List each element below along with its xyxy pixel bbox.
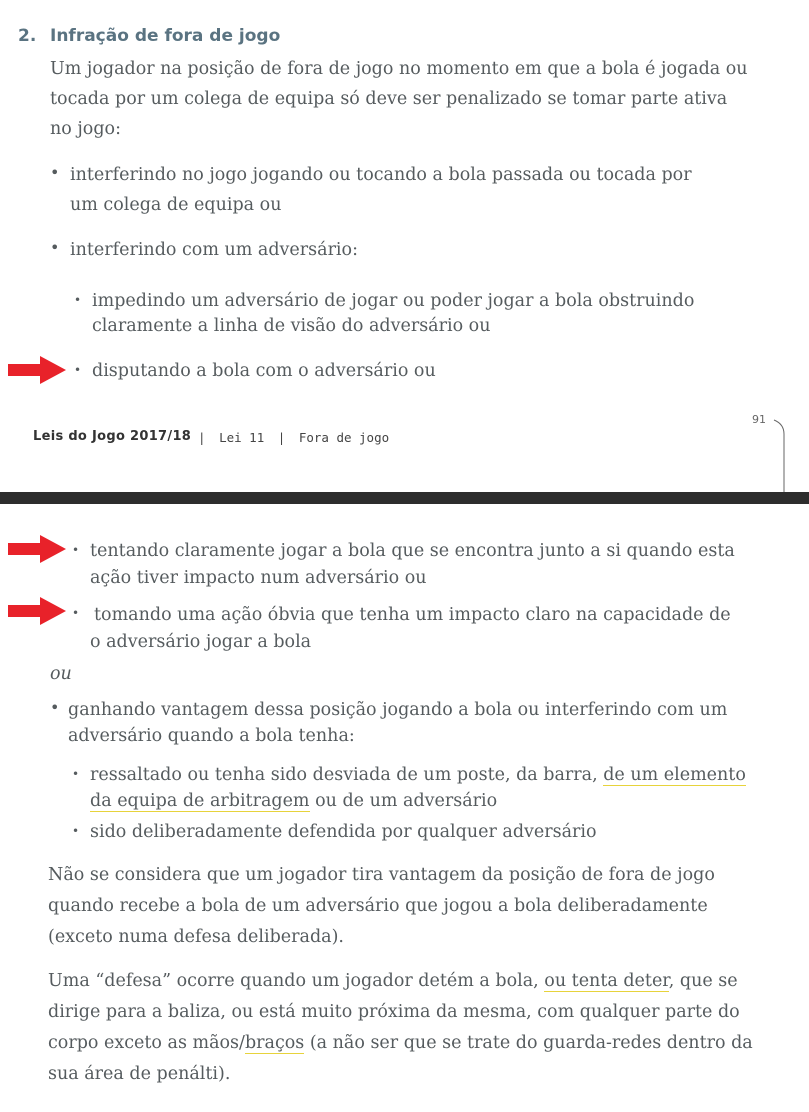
- page-number: 91: [752, 413, 766, 426]
- text-span: corpo exceto as mãos/: [48, 1033, 245, 1053]
- red-arrow-icon: [8, 596, 68, 626]
- section-number: 2.: [18, 26, 37, 46]
- footer-law: Lei 11: [219, 430, 265, 445]
- sub-bullet-3-line-1: tentando claramente jogar a bola que se encontra junto a si quando esta: [90, 541, 735, 561]
- footer-separator: |: [198, 430, 206, 445]
- footer-breadcrumb: [198, 430, 389, 445]
- sub-bullet-6-line-1: sido deliberadamente defendida por qualquer adversário: [90, 822, 597, 842]
- sub-bullet-3-line-2: ação tiver impacto num adversário ou: [90, 568, 427, 588]
- bullet-marker: •: [50, 163, 60, 182]
- section-title: Infração de fora de jogo: [50, 26, 281, 46]
- sub-bullet-4-line-1: tomando uma ação óbvia que tenha um impacto claro na capacidade de: [94, 605, 731, 625]
- sub-bullet-marker: •: [74, 293, 82, 307]
- footer-separator: |: [277, 430, 286, 445]
- bullet-advantage-line-1: ganhando vantagem dessa posição jogando a bola ou interferindo com um: [68, 700, 728, 720]
- footer-section: Fora de jogo: [298, 430, 390, 445]
- sub-bullet-marker: •: [72, 824, 80, 838]
- bullet-marker: •: [50, 698, 60, 717]
- sub-bullet-marker: •: [72, 767, 80, 781]
- bullet-marker: •: [50, 238, 60, 257]
- text-span: (a não ser que se trate do guarda-redes dentro da: [304, 1033, 753, 1053]
- sub-bullet-5-line-2: [90, 788, 497, 815]
- ou-connector: ou: [50, 664, 72, 684]
- text-span: ou de um adversário: [309, 791, 498, 811]
- text-span: , que se: [668, 971, 738, 991]
- bullet-advantage-line-2: adversário quando a bola tenha:: [68, 726, 355, 746]
- para1-line-2: quando recebe a bola de um adversário que jogou a bola deliberadamente: [48, 896, 708, 916]
- sub-bullet-1-line-2: claramente a linha de visão do adversário ou: [92, 316, 491, 336]
- sub-bullet-marker: •: [74, 363, 82, 377]
- page-divider: [0, 492, 809, 504]
- intro-line-1: Um jogador na posição de fora de jogo no momento em que a bola é jogada ou: [50, 59, 748, 79]
- underlined-text: de um elemento: [603, 765, 746, 785]
- sub-bullet-2-line-1: disputando a bola com o adversário ou: [92, 361, 436, 381]
- sub-bullet-marker: •: [72, 543, 80, 557]
- page-corner-line: [772, 418, 786, 492]
- para2-line-1: [48, 968, 785, 995]
- sub-bullet-1-line-1: impedindo um adversário de jogar ou poder jogar a bola obstruindo: [92, 291, 695, 311]
- text-span: ressaltado ou tenha sido desviada de um poste, da barra,: [90, 765, 604, 785]
- text-span: Uma “defesa” ocorre quando um jogador detém a bola,: [48, 971, 545, 991]
- bullet-1-line-2: um colega de equipa ou: [70, 195, 282, 215]
- footer-title: Leis do Jogo 2017/18: [33, 429, 192, 444]
- para2-line-2: dirige para a baliza, ou está muito próxima da mesma, com qualquer parte do: [48, 1002, 740, 1022]
- sub-bullet-marker: •: [72, 606, 80, 620]
- para1-line-1: Não se considera que um jogador tira vantagem da posição de fora de jogo: [48, 865, 715, 885]
- bullet-2-line-1: interferindo com um adversário:: [70, 240, 358, 260]
- underlined-text: da equipa de arbitragem: [90, 791, 310, 811]
- para2-line-4: sua área de penálti).: [48, 1064, 231, 1084]
- para2-line-3: [48, 1030, 785, 1057]
- underlined-text: ou tenta deter: [544, 971, 669, 991]
- sub-bullet-4-line-2: o adversário jogar a bola: [90, 632, 312, 652]
- para1-line-3: (exceto numa defesa deliberada).: [48, 927, 344, 947]
- sub-bullet-5-line-1: [90, 762, 746, 789]
- red-arrow-icon: [8, 355, 68, 385]
- intro-line-2: tocada por um colega de equipa só deve ser penalizado se tomar parte ativa: [50, 89, 728, 109]
- bullet-1-line-1: interferindo no jogo jogando ou tocando a bola passada ou tocada por: [70, 165, 692, 185]
- red-arrow-icon: [8, 534, 68, 564]
- intro-line-3: no jogo:: [50, 119, 121, 139]
- underlined-text: braços: [244, 1033, 305, 1053]
